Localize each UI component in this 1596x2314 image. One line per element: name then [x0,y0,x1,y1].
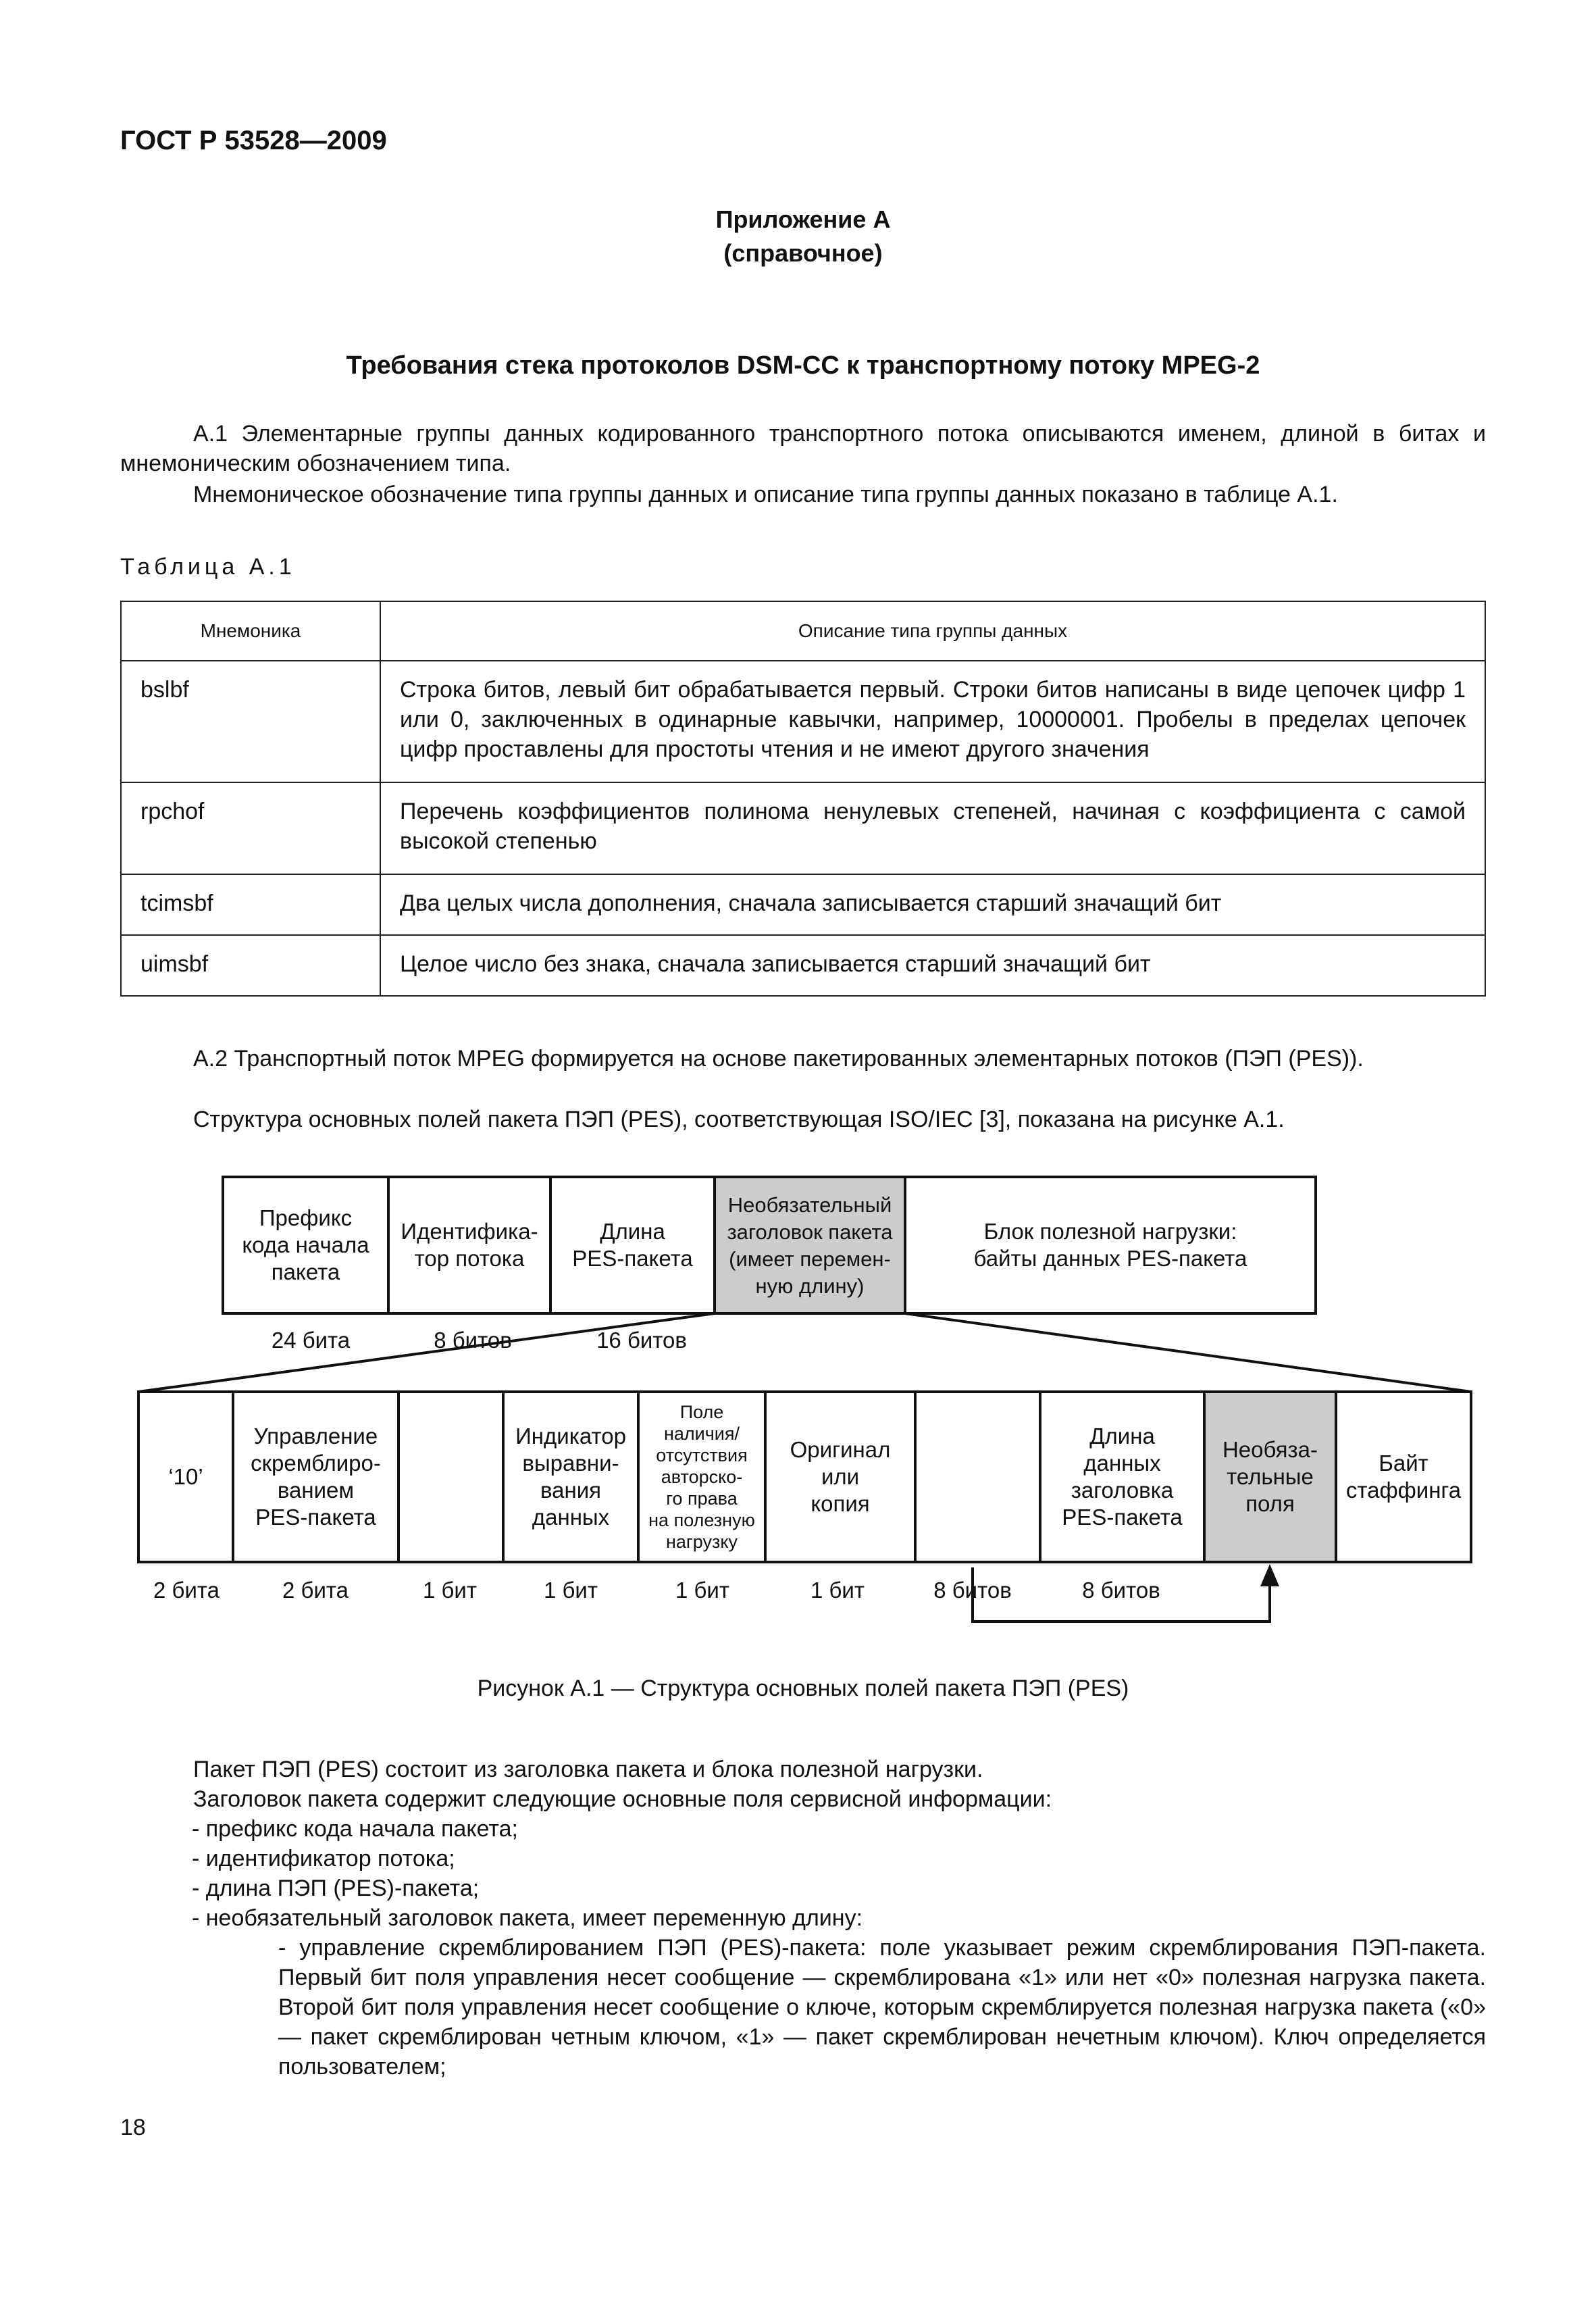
bottom-field-label: заголовка [1071,1478,1174,1503]
top-field-label: (имеет перемен- [729,1247,891,1272]
top-field-box [905,1177,1316,1313]
top-field-label: кода начала [242,1232,369,1258]
top-field-label: Идентифика- [401,1219,538,1244]
bottom-field-label: стаффинга [1345,1478,1462,1503]
top-size-label: 24 бита [271,1328,351,1353]
list-subitem: - управление скремблированием ПЭП (PES)-пакета: поле указывает режим скремблирования ПЭП-пакета. Первый бит поля управления несет сообщение — скремблирована «1» или нет «0» полезная нагрузка пакета. Второй бит поля управления несет сообщение о ключе, которым скремблируется полезная нагрузка пакета («0» — пакет скремблирован четным ключом, «1» — пакет скремблирован нечетным ключом). Ключ определяется пользователем; [278,1935,1486,2080]
paragraph-a1-1: А.1 Элементарные группы данных кодированного транспортного потока описываются именем, длиной в битах и мнемоническим обозначением типа. [120,421,1486,476]
table-header-description: Описание типа группы данных [380,601,1485,661]
figure-caption: Рисунок А.1 — Структура основных полей пакета ПЭП (PES) [477,1676,1129,1701]
bottom-field-box [398,1392,503,1562]
bottom-field-label: авторско- [661,1466,743,1487]
bottom-field-label: PES-пакета [1062,1505,1183,1530]
bottom-size-label: 1 бит [810,1578,865,1603]
bottom-field-label: наличия/ [663,1423,740,1444]
bottom-field-label: Необяза- [1222,1437,1318,1463]
top-size-label: 16 битов [596,1328,687,1353]
table-header-row [121,601,1485,661]
table-label: Таблица А.1 [120,554,296,580]
top-field-label: Префикс [259,1205,353,1231]
paragraph-a2-1: А.2 Транспортный поток MPEG формируется на основе пакетированных элементарных потоков (ПЭП (PES)). [193,1046,1364,1072]
paragraph-a1-2: Мнемоническое обозначение типа группы данных и описание типа группы данных показано в таблице А.1. [193,482,1338,507]
mnemonics-table [120,601,1486,997]
bottom-field-label: тельные [1227,1464,1314,1490]
top-field-label: пакета [271,1259,340,1285]
bottom-field-box [1040,1392,1204,1562]
bottom-field-label: вания [540,1478,602,1503]
expansion-line-left [138,1313,715,1392]
bottom-field-label: или [821,1464,860,1490]
top-field-label: Длина [600,1219,665,1244]
table-row [121,661,1485,782]
top-field-label: Необязательный [727,1193,892,1217]
expansion-line-right [905,1313,1471,1392]
paragraph-a2-2: Структура основных полей пакета ПЭП (PES), соответствующая ISO/IEC [3], показана на рисунке А.1. [193,1107,1285,1132]
list-item: - идентификатор потока; [192,1846,455,1871]
bottom-field-label: Управление [253,1424,378,1449]
bottom-field-label: поля [1245,1491,1295,1517]
bottom-field-label: ванием [277,1478,355,1503]
body-paragraph-2: Заголовок пакета содержит следующие основные поля сервисной информации: [193,1786,1052,1812]
table-row [121,782,1485,874]
bottom-field-label: на полезную [648,1509,755,1530]
bottom-field-label: го права [666,1488,738,1509]
page-number: 18 [120,2115,146,2140]
appendix-heading [120,203,1486,270]
bottom-field-box [233,1392,398,1562]
list-item: - длина ПЭП (PES)-пакета; [192,1876,480,1901]
pointer-arrow-head [1260,1564,1279,1586]
pes-packet-diagram [0,1162,1596,1649]
bottom-field-label: данных [532,1505,610,1530]
document-header: ГОСТ Р 53528—2009 [120,126,387,155]
bottom-field-box [503,1392,638,1562]
top-field-label: PES-пакета [572,1246,693,1272]
top-field-label: байты данных PES-пакета [973,1246,1247,1272]
bottom-field-label: Индикатор [515,1424,626,1449]
bottom-field-label: отсутствия [656,1444,748,1465]
table-cell-description: Перечень коэффициентов полинома ненулевых степеней, начиная с коэффициента с самой высокой степенью [400,799,1466,854]
bottom-field-label: скремблиро- [251,1451,381,1476]
bottom-field-label: PES-пакета [255,1505,376,1530]
top-field-box [550,1177,715,1313]
bottom-size-label: 1 бит [544,1578,598,1603]
table-header-mnemonic: Мнемоника [121,601,380,661]
table-cell-mnemonic: uimsbf [140,951,209,977]
top-field-label: тор потока [414,1246,525,1272]
bottom-size-label: 8 битов [933,1578,1012,1603]
top-field-box [388,1177,550,1313]
table-row [121,874,1485,935]
body-paragraph-1: Пакет ПЭП (PES) состоит из заголовка пакета и блока полезной нагрузки. [193,1757,983,1782]
bottom-size-label: 1 бит [423,1578,477,1603]
table-row [121,935,1485,996]
top-field-label: Блок полезной нагрузки: [983,1219,1237,1244]
table-cell-mnemonic: rpchof [140,799,205,824]
bottom-size-label: 2 бита [282,1578,349,1603]
top-field-label: заголовок пакета [727,1220,893,1244]
table-cell-mnemonic: bslbf [140,677,189,703]
appendix-subtitle: (справочное) [723,239,883,267]
table-cell-description: Целое число без знака, сначала записывается старший значащий бит [400,951,1151,977]
bottom-field-label: данных [1083,1451,1161,1476]
top-field-label: ную длину) [755,1274,865,1299]
bottom-field-box [1336,1392,1471,1562]
appendix-title: Приложение А [715,205,891,233]
bottom-field-box [915,1392,1040,1562]
table-cell-description: Строка битов, левый бит обрабатывается первый. Строки битов написаны в виде цепочек цифр 1 или 0, заключенных в одинарные кавычки, например, 10000001. Пробелы в пределах цепочек цифр проставлены для простоты чтения и не имеют другого значения [400,677,1466,762]
bottom-field-label: копия [810,1491,870,1517]
list-item: - префикс кода начала пакета; [192,1816,518,1842]
bottom-field-label: выравни- [522,1451,619,1476]
bottom-size-label: 8 битов [1082,1578,1160,1603]
top-size-label: 8 битов [434,1328,512,1353]
table-cell-mnemonic: tcimsbf [140,890,213,916]
bottom-field-label: ‘10’ [168,1464,203,1490]
bottom-field-label: Длина [1089,1424,1155,1449]
table-cell-description: Два целых числа дополнения, сначала записывается старший значащий бит [400,890,1222,916]
bottom-field-label: Оригинал [790,1437,891,1463]
bottom-field-label: Байт [1379,1451,1428,1476]
bottom-size-label: 2 бита [153,1578,220,1603]
bottom-field-label: нагрузку [666,1531,738,1552]
bottom-field-label: Поле [679,1401,724,1422]
document-title: Требования стека протоколов DSM-CC к транспортному потоку MPEG-2 [346,351,1260,380]
list-item: - необязательный заголовок пакета, имеет переменную длину: [192,1905,863,1931]
bottom-size-label: 1 бит [675,1578,729,1603]
